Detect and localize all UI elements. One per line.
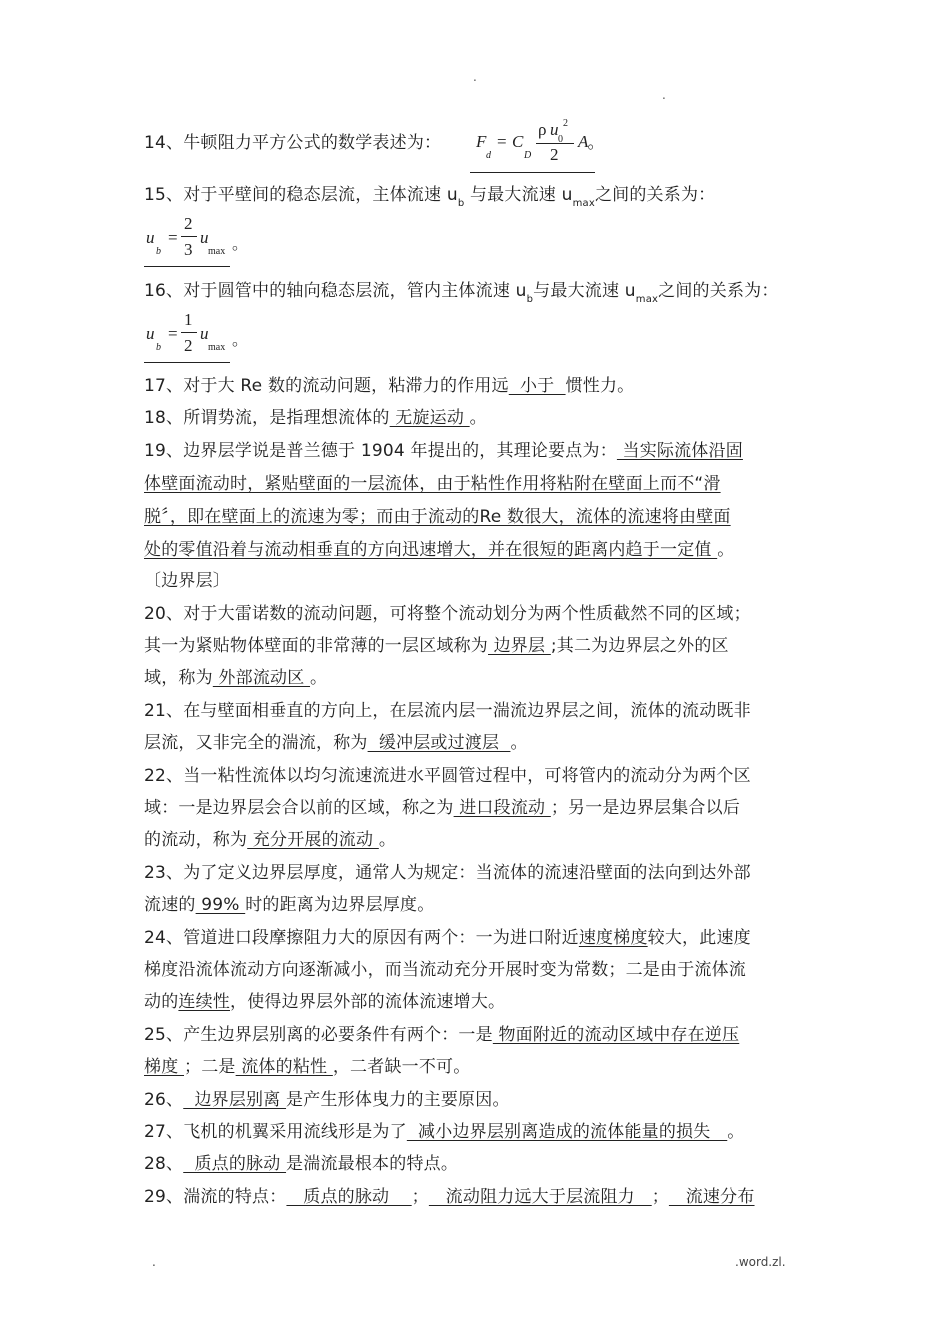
question-17: 17、对于大 Re 数的流动问题，粘滞力的作用远 小于 惯性力。: [144, 376, 635, 396]
question-15: 15、对于平壁间的稳态层流，主体流速 $u_b$ 与最大流速 $u_{max}$之间的关系为：: [144, 185, 716, 209]
question-24-line-1: 24、管道进口段摩擦阻力大的原因有两个：一为进口附近速度梯度较大，此速度: [144, 928, 751, 948]
question-16: 16、对于圆管中的轴向稳态层流，管内主体流速 $u_b$与最大流速 $u_{max}$之间的关系为：: [144, 281, 779, 305]
question-23-line-1: 23、为了定义边界层厚度，通常人为规定：当流体的流速沿壁面的法向到达外部: [144, 863, 751, 883]
question-28: 28、 质点的脉动 是湍流最根本的特点。: [144, 1154, 459, 1174]
question-23-line-2: 流速的 99% 时的距离为边界层厚度。: [144, 895, 435, 915]
question-24-line-3: 动的连续性，使得边界层外部的流体流速增大。: [144, 992, 506, 1012]
question-19-line-4: 处的零值沿着与流动相垂直的方向迅速增大，并在很短的距离内趋于一定值 。: [144, 540, 735, 560]
footer-watermark: .word.zl.: [735, 1255, 786, 1269]
question-25-line-2: 梯度 ；二是 流体的粘性 ，二者缺一不可。: [144, 1057, 471, 1077]
question-22-line-2: 域：一是边界层会合以前的区域，称之为 进口段流动 ；另一是边界层集合以后: [144, 798, 741, 818]
formula-plate-flow: u b = 2 3 u max: [144, 214, 230, 267]
question-14: 14、牛顿阻力平方公式的数学表述为： 。: [144, 133, 605, 153]
question-20-line-3: 域，称为 外部流动区 。: [144, 668, 328, 688]
question-20-line-1: 20、对于大雷诺数的流动问题，可将整个流动划分为两个性质截然不同的区域；: [144, 604, 751, 624]
question-27: 27、飞机的机翼采用流线形是为了 减小边界层别离造成的流体能量的损失 。: [144, 1122, 745, 1142]
question-21-line-2: 层流，又非完全的湍流，称为 缓冲层或过渡层 。: [144, 733, 528, 753]
question-26: 26、 边界层别离 是产生形体曳力的主要原因。: [144, 1090, 510, 1110]
question-24-line-2: 梯度沿流体流动方向逐渐减小，而当流动充分开展时变为常数；二是由于流体流: [144, 960, 746, 980]
question-20-line-2: 其一为紧贴物体壁面的非常薄的一层区域称为 边界层 ;其二为边界层之外的区: [144, 636, 729, 656]
question-18: 18、所谓势流，是指理想流体的 无旋运动 。: [144, 408, 487, 428]
question-22-line-1: 22、当一粘性流体以均匀流速流进水平圆管过程中，可将管内的流动分为两个区: [144, 766, 751, 786]
answer-17: 小于: [508, 376, 566, 396]
header-dot-right: .: [662, 88, 666, 102]
formula-newton-drag: F d = C D ρ u 2 0 2 A: [470, 118, 595, 173]
question-19-line-2: 体壁面流动时，紧贴壁面的一层流体，由于粘性作用将粘附在壁面上而不“滑: [144, 474, 721, 494]
footer-dot: .: [152, 1255, 156, 1269]
header-dot-left: .: [473, 70, 477, 84]
question-19-line-5: 〔边界层〕: [144, 571, 230, 591]
question-22-line-3: 的流动，称为 充分开展的流动 。: [144, 830, 397, 850]
question-21-line-1: 21、在与壁面相垂直的方向上，在层流内层一湍流边界层之间，流体的流动既非: [144, 701, 751, 721]
answer-18: 无旋运动: [389, 408, 470, 428]
formula-pipe-flow: u b = 1 2 u max: [144, 310, 230, 363]
question-29: 29、湍流的特点： 质点的脉动 ； 流动阻力远大于层流阻力 ； 流速分布: [144, 1187, 755, 1207]
question-25-line-1: 25、产生边界层别离的必要条件有两个：一是 物面附近的流动区域中存在逆压: [144, 1025, 740, 1045]
question-19-line-3: 脱〞，即在壁面上的流速为零；而由于流动的Re 数很大，流体的流速将由壁面: [144, 507, 731, 527]
question-19-line-1: 19、边界层学说是普兰德于 1904 年提出的，其理论要点为： 当实际流体沿固: [144, 441, 743, 461]
document-page: . . 14、牛顿阻力平方公式的数学表述为： 。 F d = C D ρ u 2 0 2 A 15、对于平壁间的稳态层流，主体流速 $u_b$ 与最大流速 $u_{max}$之间的关系为： u b = 2 3 u max 。 16、对于圆管中的轴向稳态层流，管内主体流速 $u_b$与最大流速 $u_{max}$之间的关系为： u b = 1 2 u max 。 17、对于大 Re 数的流动问题，粘滞力的作用远 小于 惯性力。 18、所谓势流，是指理想流体的 无旋运动 。 19、边界层学说是普兰德于 1904 年提出的，其理论要点为： 当实际流体沿固 体壁面流动时，紧贴壁面的一层流体，由于粘性作用将粘附在壁面上而不“滑 脱〞，即在壁面上的流速为零；而由于流动的Re 数很大，流体的流速将由壁面 处的零值沿着与流动相垂直的方向迅速增大，并在很短的距离内趋于一定值 。 〔边界层〕 20、对于大雷诺数的流动问题，可将整个流动划分为两个性质截然不同的区域； 其一为紧贴物体壁面的非常薄的一层区域称为 边界层 ;其二为边界层之外的区 域，称为 外部流动区 。 21、在与壁面相垂直的方向上，在层流内层一湍流边界层之间，流体的流动既非 层流，又非完全的湍流，称为 缓冲层或过渡层 。 22、当一粘性流体以均匀流速流进水平圆管过程中，可将管内的流动分为两个区 域：一是边界层会合以前的区域，称之为 进口段流动 ；另一是边界层集合以后 的流动，称为 充分开展的流动 。 23、为了定义边界层厚度，通常人为规定：当流体的流速沿壁面的法向到达外部 流速的 99% 时的距离为边界层厚度。 24、管道进口段摩擦阻力大的原因有两个：一为进口附近速度梯度较大，此速度 梯度沿流体流动方向逐渐减小，而当流动充分开展时变为常数；二是由于流体流 动的连续性，使得边界层外部的流体流速增大。 25、产生边界层别离的必要条件有两个：一是 物面附近的流动区域中存在逆压 梯度 ；二是 流体的粘性 ，二者缺一不可。 26、 边界层别离 是产生形体曳力的主要原因。 27、飞机的机翼采用流线形是为了 减小边界层别离造成的流体能量的损失 。 28、 质点的脉动 是湍流最根本的特点。 29、湍流的特点： 质点的脉动 ； 流动阻力远大于层流阻力 ； 流速分布 . .word.zl.: [0, 0, 950, 1344]
